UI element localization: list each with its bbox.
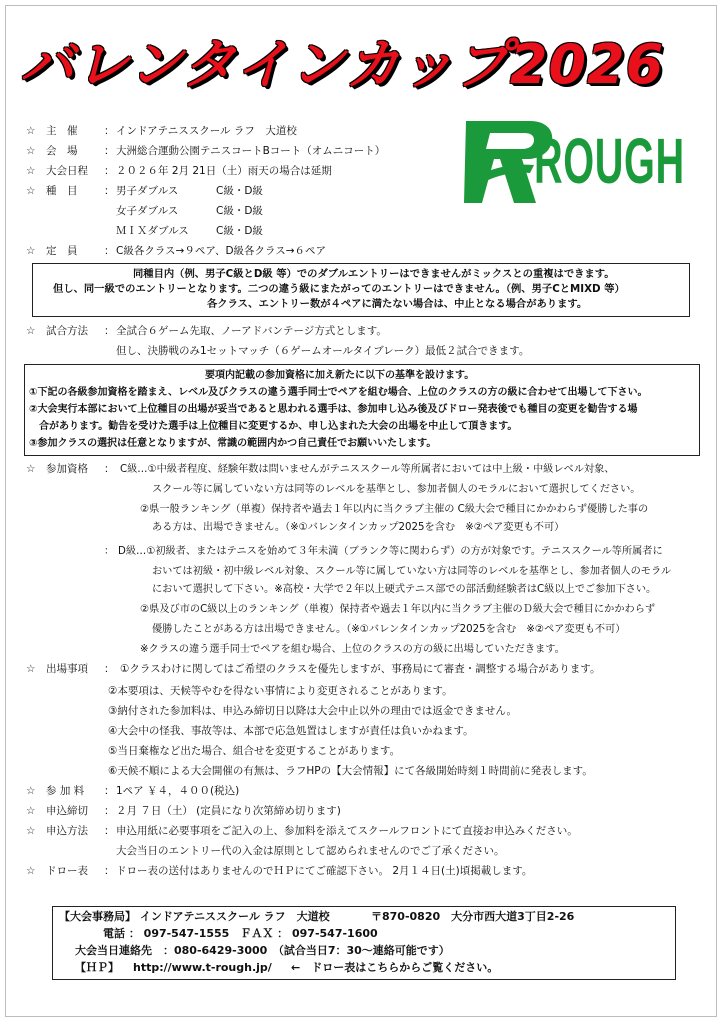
eligibility-line: 優勝したことがある方は出場できません。（※①バレンタインカップ2025を含む ※②ペア変更も不可） <box>152 624 626 635</box>
eligibility-line: ※クラスの違う選手同士でペアを組む場合、上位のクラスの方の級に出場していただきます。 <box>140 644 565 655</box>
notice-line: ③参加クラスの選択は任意となりますが、常識の範囲内かつ自己責任でお願いいたします。 <box>29 438 437 449</box>
star-icon: ☆ <box>26 325 36 337</box>
star-icon: ☆ <box>26 185 36 197</box>
deadline-value: ２月 ７日（土） (定員になり次第締め切ります) <box>116 805 341 817</box>
eligibility-value: C級…①中級者程度、経験年数は問いませんがテニススクール等所属者においては中上級・中級レベル対象、 <box>120 464 615 475</box>
notice-line: ②大会実行本部において上位種目の出場が妥当であると思われる選手は、参加申し込み後及びドロー発表後でも種目の変更を勧告する場 <box>29 404 638 415</box>
colon: ： <box>104 185 115 197</box>
rough-logo-text: ROUGH <box>534 125 685 197</box>
colon: ： <box>104 463 115 475</box>
event-name: 男子ダブルス <box>116 185 179 197</box>
match-format-label: 試合方法 <box>46 325 88 337</box>
eligibility-label: 参加資格 <box>46 463 88 475</box>
star-icon: ☆ <box>26 865 36 877</box>
star-icon: ☆ <box>26 785 36 797</box>
event-name: ＭＩＸダブルス <box>116 225 189 237</box>
contact-hp-label: 【ＨＰ】 <box>75 961 119 974</box>
draw-value: ドロー表の送付はありませんのでＨＰにてご確認下さい。 2月１４日(土)頃掲載します。 <box>116 865 533 877</box>
fee-value: 1ペア ￥４，４００(税込) <box>116 785 240 797</box>
colon: ： <box>104 245 115 257</box>
entry-rules-notice <box>32 263 690 317</box>
organizer-label: 主 催 <box>46 125 78 137</box>
event-grade: C級・D級 <box>216 225 263 237</box>
participation-line: ⑤当日棄権など出た場合、組合せを変更することがあります。 <box>108 745 401 757</box>
apply-method-label: 申込方法 <box>46 825 88 837</box>
event-grade: C級・D級 <box>216 205 263 217</box>
venue-label: 会 場 <box>46 145 78 157</box>
star-icon: ☆ <box>26 165 36 177</box>
colon: ： <box>104 165 115 177</box>
notice-line: 但し、同一級でのエントリーとなります。二つの違う級にまたがってのエントリーはできません。（例、男子CとMIXD 等） <box>53 283 625 295</box>
eligibility-line: ある方は、出場できません。（※①バレンタインカップ2025を含む ※②ペア変更も不可） <box>152 522 565 533</box>
participation-line: ②本要項は、天候等やむを得ない事情により変更されることがあります。 <box>108 685 453 697</box>
notice-line: 同種目内（例、男子C級とD級 等）でのダブルエントリーはできませんがミックスとの重複はできます。 <box>133 268 615 280</box>
colon: ： <box>104 125 115 137</box>
star-icon: ☆ <box>26 145 36 157</box>
participation-value: ①クラスわけに関してはご希望のクラスを優先しますが、事務局にて審査・調整する場合があります。 <box>120 663 601 675</box>
date-value: ２０２６年 2月 21日（土）雨天の場合は延期 <box>116 165 332 177</box>
match-format-value: 全試合６ゲーム先取、ノーアドバンテージ方式とします。 <box>116 325 387 337</box>
fee-label: 参 加 料 <box>46 785 85 797</box>
notice-line: 合があります。勧告を受けた選手は上位種目に変更するか、申し込まれた大会の出場を中止して頂きます。 <box>39 421 518 432</box>
events-label: 種 目 <box>46 185 78 197</box>
colon: ： <box>104 805 115 817</box>
participation-line: ⑥天候不順による大会開催の有無は、ラフHPの【大会情報】にて各級開始時刻１時間前に発表します。 <box>108 765 593 777</box>
event-grade: C級・D級 <box>216 185 263 197</box>
star-icon: ☆ <box>26 663 36 675</box>
eligibility-line: ②県一般ランキング（単複）保持者や過去１年以内に当クラブ主催の C級大会で種目にかかわらず優勝した事の <box>140 504 649 515</box>
contact-box <box>52 906 676 980</box>
contact-address: 〒870-0820 大分市西大道3丁目2-26 <box>371 910 575 923</box>
apply-method-line: 大会当日のエントリー代の入金は原則として認められませんのでご了承ください。 <box>116 845 505 857</box>
venue-value: 大洲総合運動公園テニスコートBコート（オムニコート） <box>116 145 386 157</box>
colon: ： <box>104 825 115 837</box>
page-title: バレンタインカップ2026 <box>20 33 665 96</box>
organizer-value: インドアテニススクール ラフ 大道校 <box>116 125 297 137</box>
notice-line: ①下記の各級参加資格を踏まえ、レベル及びクラスの違う選手同士でペアを組む場合、上位のクラスの方の級に合わせて出場して下さい。 <box>29 387 648 398</box>
draw-label: ドロー表 <box>46 865 88 877</box>
eligibility-colon: ： <box>104 546 115 557</box>
eligibility-line: スクール等に属していない方は同等のレベルを基準とし、参加者個人のモラルにおいて選択してください。 <box>152 484 641 495</box>
colon: ： <box>104 325 115 337</box>
notice-line: 各クラス、エントリー数が４ペアに満たない場合は、中止となる場合があります。 <box>207 298 588 310</box>
capacity-value: C級各クラス→９ペア、D級各クラス→６ペア <box>116 245 327 257</box>
colon: ： <box>104 145 115 157</box>
colon: ： <box>104 865 115 877</box>
eligibility-line: において選択して下さい。※高校・大学で２年以上硬式テニス部での部活動経験者はC級以上でご参加下さい。 <box>152 584 657 595</box>
contact-tel: 電話 ： 097-547-1555 ＦＡＸ ： 097-547-1600 <box>103 927 378 940</box>
star-icon: ☆ <box>26 125 36 137</box>
contact-hp-note: ← ドロー表はこちらからご覧ください。 <box>291 961 499 974</box>
colon: ： <box>104 785 115 797</box>
eligibility-criteria-notice <box>24 364 700 456</box>
colon: ： <box>104 663 115 675</box>
star-icon: ☆ <box>26 245 36 257</box>
contact-day: 大会当日連絡先 ：080-6429-3000 （試合当日7：30～連絡可能です） <box>75 944 450 957</box>
eligibility-line: ②県及び市のC級以上のランキング（単複）保持者や過去１年以内に当クラブ主催のＤ級大会で種目にかかわらず <box>140 604 656 615</box>
deadline-label: 申込締切 <box>46 805 88 817</box>
contact-hp-link[interactable]: http://www.t-rough.jp/ <box>133 961 272 974</box>
event-name: 女子ダブルス <box>116 205 179 217</box>
date-label: 大会日程 <box>46 165 88 177</box>
eligibility-line: おいては初級・初中級レベル対象、スクール等に属していない方は同等のレベルを基準とし、参加者個人のモラル <box>152 566 672 577</box>
notice-line: 要項内記載の参加資格に加え新たに以下の基準を設けます。 <box>205 370 475 381</box>
star-icon: ☆ <box>26 463 36 475</box>
participation-line: ③納付された参加料は、申込み締切日以降は大会中止以外の理由では返金できません。 <box>108 705 518 717</box>
eligibility-line: D級…①初級者、またはテニスを始めて３年未満（ブランク等に関わらず）の方が対象です。テニススクール等所属者に <box>118 546 663 557</box>
contact-office: 【大会事務局】 インドアテニススクール ラフ 大道校 <box>59 910 330 923</box>
capacity-label: 定 員 <box>46 245 78 257</box>
participation-label: 出場事項 <box>46 663 88 675</box>
star-icon: ☆ <box>26 805 36 817</box>
apply-method-value: 申込用紙に必要事項をご記入の上、参加料を添えてスクールフロントにて直接お申込みください。 <box>116 825 578 837</box>
star-icon: ☆ <box>26 825 36 837</box>
participation-line: ④大会中の怪我、事故等は、本部で応急処置はしますが責任は負いかねます。 <box>108 725 474 737</box>
match-format-line: 但し、決勝戦のみ1セットマッチ（６ゲームオールタイブレーク）最低２試合できます。 <box>116 345 530 357</box>
